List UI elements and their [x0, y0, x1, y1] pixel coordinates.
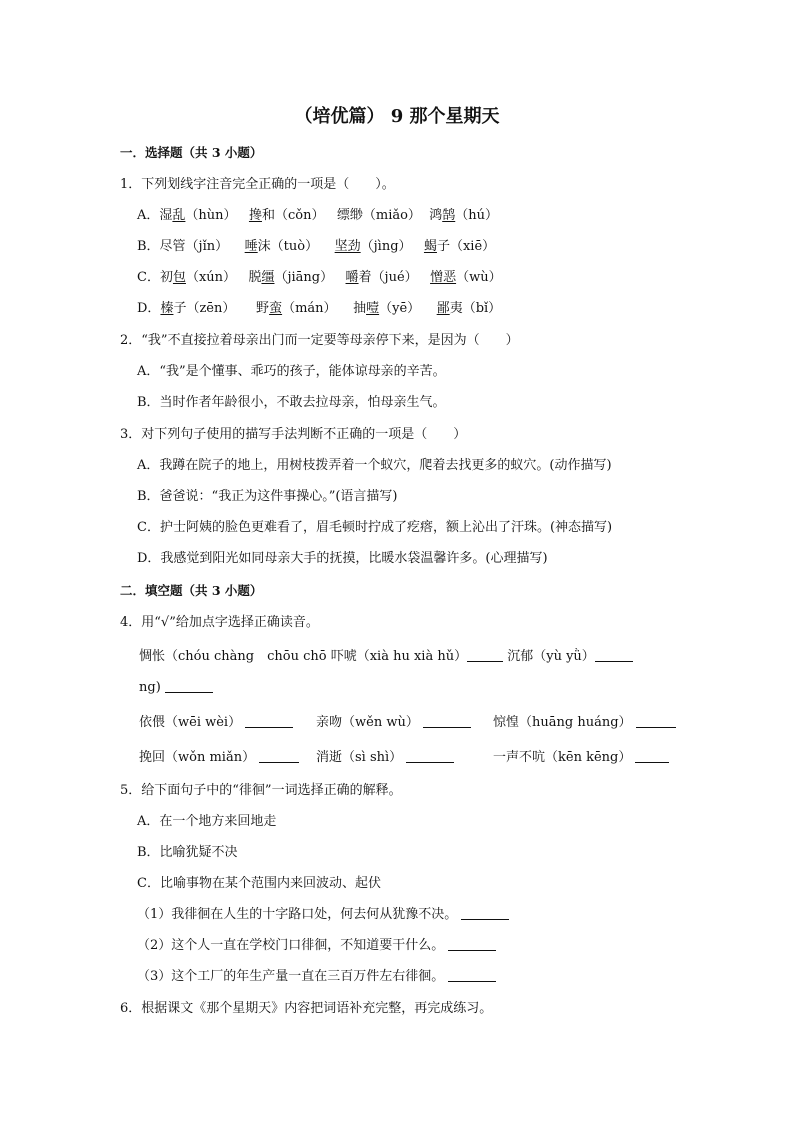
answer-blank[interactable]	[461, 906, 509, 920]
answer-blank[interactable]	[636, 714, 676, 728]
answer-blank[interactable]	[165, 679, 213, 693]
q4-row-2-right: 惊惶（huāng huáng）	[493, 714, 676, 732]
q4-row-3: 挽回（wǒn miǎn）	[139, 749, 299, 767]
q6-stem: 6．根据课文《那个星期天》内容把词语补充完整，再完成练习。	[120, 1001, 493, 1016]
page-title: （培优篇） 9 那个星期天	[294, 106, 500, 127]
answer-blank[interactable]	[448, 937, 496, 951]
q1-option-a: A．湿乱（hùn） 搀和（cǒn） 缥缈（miǎo） 鸿鹄（hú）	[137, 208, 498, 223]
q5-option-a: A．在一个地方来回地走	[137, 814, 277, 829]
answer-blank[interactable]	[448, 968, 496, 982]
q4-row-3-right: 一声不吭（kēn kēng）	[493, 749, 669, 767]
q4-row-2-mid: 亲吻（wěn wù）	[316, 714, 471, 732]
answer-blank[interactable]	[423, 714, 471, 728]
answer-blank[interactable]	[245, 714, 293, 728]
q2-option-a: A．“我”是个懂事、乖巧的孩子，能体谅母亲的辛苦。	[137, 364, 446, 379]
q2-stem: 2．“我”不直接拉着母亲出门而一定要等母亲停下来，是因为（ ）	[120, 333, 519, 348]
q1-option-d: D．榛子（zēn） 野蛮（mán） 抽噎（yē） 鄙夷（bǐ）	[137, 301, 502, 316]
answer-blank[interactable]	[635, 749, 669, 763]
q1-stem: 1．下列划线字注音完全正确的一项是（ ）。	[120, 177, 395, 192]
q5-option-c: C．比喻事物在某个范围内来回波动、起伏	[137, 876, 381, 891]
q5-option-b: B．比喻犹疑不决	[137, 845, 238, 860]
answer-blank[interactable]	[259, 749, 299, 763]
q4-row-2: 依偎（wēi wèi）	[139, 714, 293, 732]
q5-sentence-3: （3）这个工厂的年生产量一直在三百万件左右徘徊。	[137, 968, 496, 986]
q1-option-b: B．尽管（jǐn） 唾沫（tuò） 坚劲（jìng） 蝎子（xiē）	[137, 239, 496, 254]
q3-option-a: A．我蹲在院子的地上，用树枝拨弄着一个蚁穴，爬着去找更多的蚁穴。(动作描写)	[137, 458, 612, 473]
answer-blank[interactable]	[467, 648, 503, 662]
q3-option-d: D．我感觉到阳光如同母亲大手的抚摸，比暖水袋温馨许多。(心理描写)	[137, 551, 548, 566]
q4-row-3-mid: 消逝（sì shì）	[316, 749, 454, 767]
q3-stem: 3．对下列句子使用的描写手法判断不正确的一项是（ ）	[120, 427, 467, 442]
q1-option-c: C．初包（xún） 脱缰（jiāng） 嚼着（jué） 憎恶（wù）	[137, 270, 502, 285]
answer-blank[interactable]	[595, 648, 633, 662]
q4-stem: 4．用“√”给加点字选择正确读音。	[120, 615, 319, 630]
section-heading-fill: 二．填空题（共 3 小题）	[120, 583, 263, 598]
q2-option-b: B．当时作者年龄很小，不敢去拉母亲，怕母亲生气。	[137, 395, 446, 410]
q5-sentence-1: （1）我徘徊在人生的十字路口处，何去何从犹豫不决。	[137, 906, 509, 924]
q3-option-c: C．护士阿姨的脸色更难看了，眉毛顿时拧成了疙瘩，额上沁出了汗珠。(神态描写)	[137, 520, 613, 535]
answer-blank[interactable]	[406, 749, 454, 763]
section-heading-choice: 一．选择题（共 3 小题）	[120, 145, 263, 160]
q5-stem: 5．给下面句子中的“徘徊”一词选择正确的解释。	[120, 783, 402, 798]
q4-row-1: 惆怅（chóu chàng chōu chō 吓唬（xià hu xià hǔ） 沉郁（yù yǜ）	[139, 648, 633, 666]
q3-option-b: B．爸爸说：“我正为这件事操心。”(语言描写)	[137, 489, 398, 504]
q5-sentence-2: （2）这个人一直在学校门口徘徊，不知道要干什么。	[137, 937, 496, 955]
q4-row-1-cont: ng)	[139, 679, 213, 697]
